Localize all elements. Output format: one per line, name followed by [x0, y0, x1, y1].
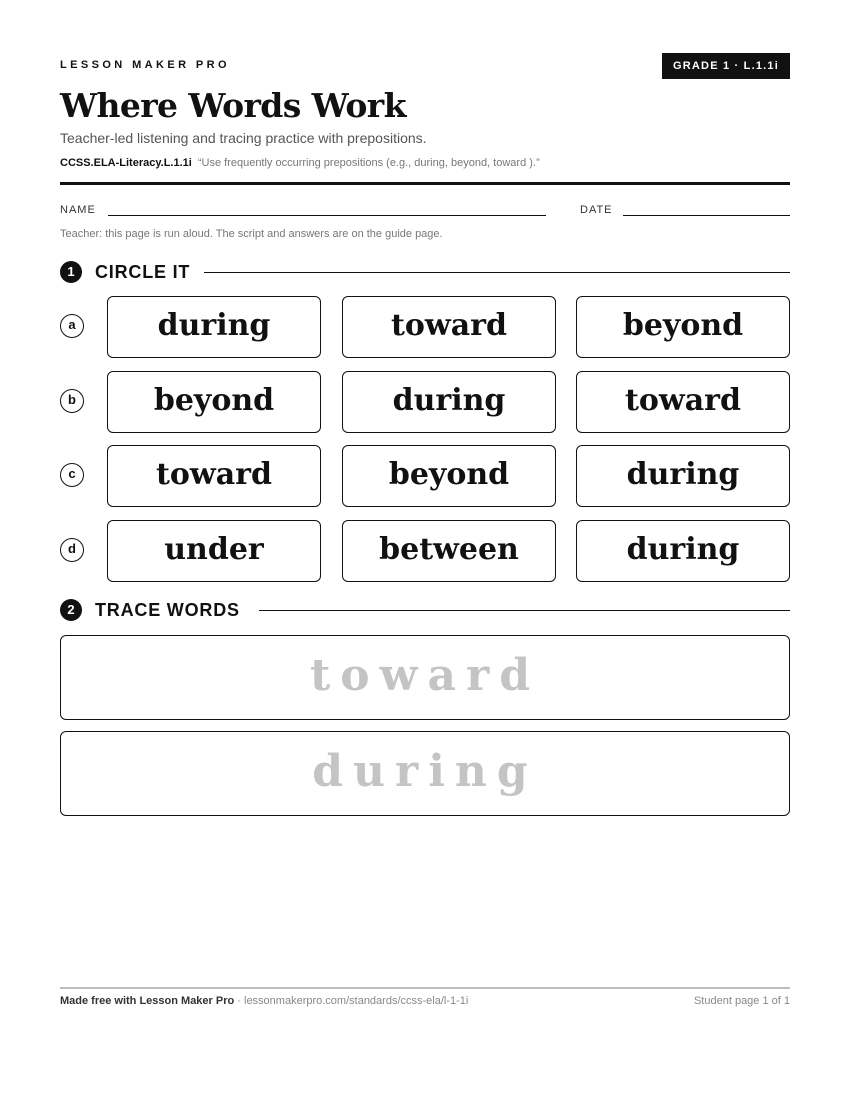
word-choice[interactable]: during: [107, 296, 321, 358]
word-choice[interactable]: beyond: [107, 371, 321, 433]
section-number: 2: [60, 599, 82, 621]
word-choice[interactable]: toward: [107, 445, 321, 507]
section-title: CIRCLE IT: [95, 262, 191, 282]
trace-box[interactable]: toward: [60, 635, 790, 720]
worksheet-page: [60, 0, 790, 1100]
footer-divider: [60, 987, 790, 989]
standard-text: “Use frequently occurring prepositions (e.g., during, beyond, toward ).”: [197, 157, 540, 169]
section-trace-words: [60, 598, 790, 622]
footer-page-number: Student page 1 of 1: [693, 995, 790, 1007]
grade-badge: GRADE 1 · L.1.1i: [662, 53, 790, 79]
circle-row-d: [60, 520, 790, 582]
footer-credit: [60, 995, 468, 1007]
section-rule: [259, 610, 790, 611]
header-divider: [60, 182, 790, 185]
word-choice[interactable]: beyond: [342, 445, 556, 507]
word-choice[interactable]: during: [576, 520, 790, 582]
word-choice[interactable]: between: [342, 520, 556, 582]
date-field[interactable]: [623, 215, 790, 216]
word-choice[interactable]: beyond: [576, 296, 790, 358]
row-letter: b: [60, 389, 84, 413]
circle-row-c: [60, 445, 790, 507]
name-field[interactable]: [108, 215, 546, 216]
page-title: Where Words Work: [60, 86, 406, 125]
brand-name: LESSON MAKER PRO: [60, 59, 230, 71]
row-letter: a: [60, 314, 84, 338]
circle-row-a: [60, 296, 790, 358]
section-number: 1: [60, 261, 82, 283]
word-choice[interactable]: during: [342, 371, 556, 433]
standard-line: [60, 157, 540, 169]
word-choice[interactable]: toward: [576, 371, 790, 433]
page-subtitle: Teacher-led listening and tracing practice with prepositions.: [60, 130, 427, 146]
section-rule: [204, 272, 790, 273]
section-title: TRACE WORDS: [95, 600, 240, 620]
teacher-note: Teacher: this page is run aloud. The script and answers are on the guide page.: [60, 228, 443, 240]
circle-row-b: [60, 371, 790, 433]
date-label: DATE: [580, 204, 613, 216]
footer-url[interactable]: · lessonmakerpro.com/standards/ccss-ela/l-1-1i: [234, 995, 469, 1007]
word-choice[interactable]: during: [576, 445, 790, 507]
standard-code: CCSS.ELA-Literacy.L.1.1i: [60, 157, 192, 169]
row-letter: d: [60, 538, 84, 562]
footer-made-with: Made free with Lesson Maker Pro: [60, 995, 235, 1007]
row-letter: c: [60, 463, 84, 487]
section-circle-it: [60, 260, 790, 284]
trace-box[interactable]: during: [60, 731, 790, 816]
word-choice[interactable]: toward: [342, 296, 556, 358]
name-label: NAME: [60, 204, 96, 216]
word-choice[interactable]: under: [107, 520, 321, 582]
